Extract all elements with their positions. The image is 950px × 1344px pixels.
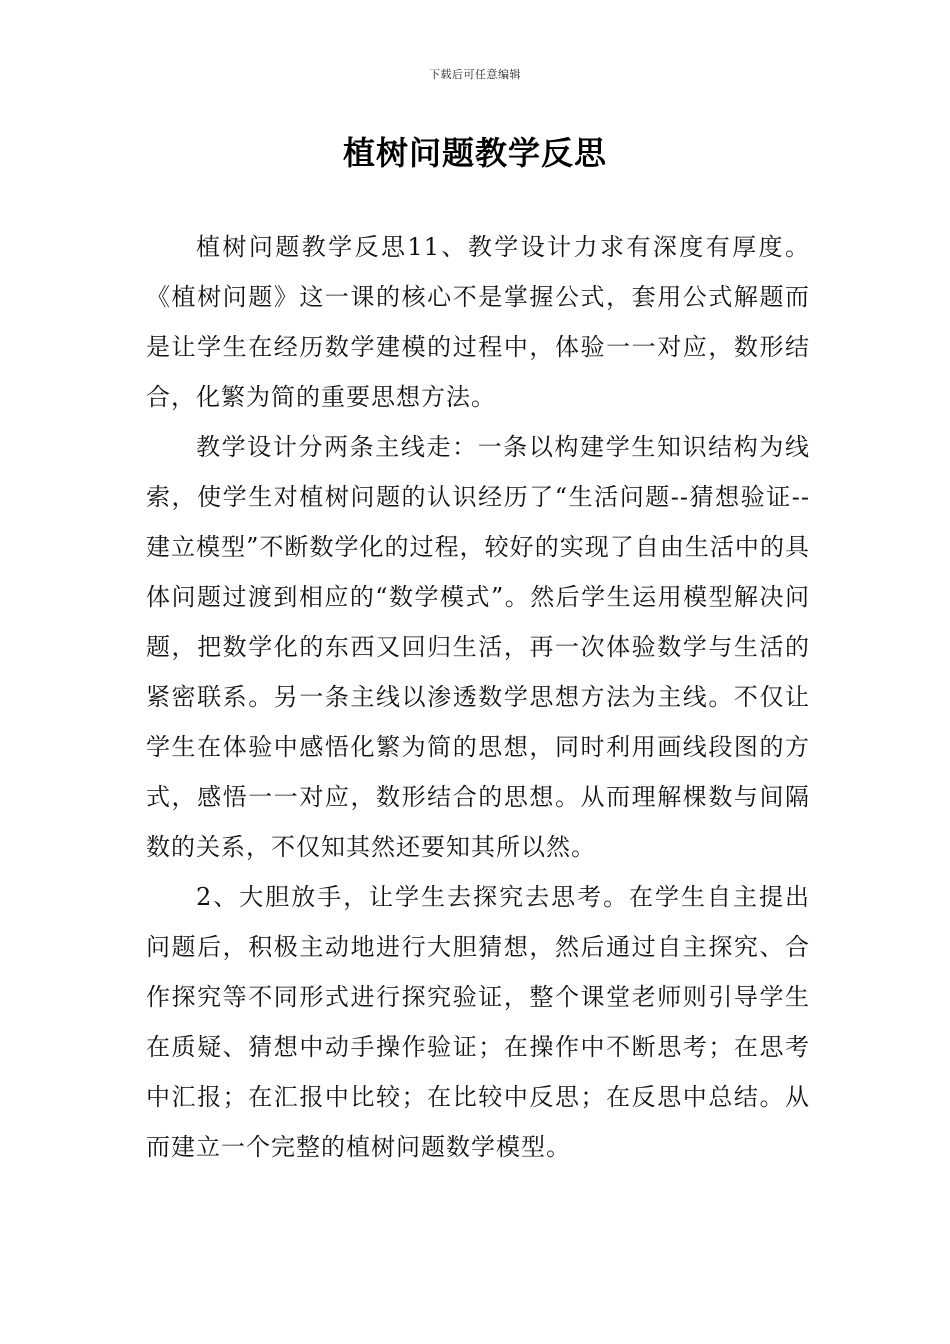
paragraph-3: 2、大胆放手，让学生去探究去思考。在学生自主提出问题后，积极主动地进行大胆猜想，然后通过自主探究、合作探究等不同形式进行探究验证，整个课堂老师则引导学生在质疑、猜想中动手操作验证；在操作中不断思考；在思考中汇报；在汇报中比较；在比较中反思；在反思中总结。从而建立一个完整的植树问题数学模型。 [146,883,810,1161]
document-title: 植树问题教学反思 [342,134,607,172]
page-header-note: 下载后可任意编辑 [429,68,521,81]
paragraph-2: 教学设计分两条主线走：一条以构建学生知识结构为线索，使学生对植树问题的认识经历了“生活问题--猜想验证--建立模型”不断数学化的过程，较好的实现了自由生活中的具体问题过渡到相应的“数学模式”。然后学生运用模型解决问题，把数学化的东西又回归生活，再一次体验数学与生活的紧密联系。另一条主线以渗透数学思想方法为主线。不仅让学生在体验中感悟化繁为简的思想，同时利用画线段图的方式，感悟一一对应，数形结合的思想。从而理解棵数与间隔数的关系，不仅知其然还要知其所以然。 [146,433,810,861]
document-body [146,222,810,1172]
paragraph-1: 植树问题教学反思11、教学设计力求有深度有厚度。《植树问题》这一课的核心不是掌握公式，套用公式解题而是让学生在经历数学建模的过程中，体验一一对应，数形结合，化繁为简的重要思想方法。 [146,233,810,411]
